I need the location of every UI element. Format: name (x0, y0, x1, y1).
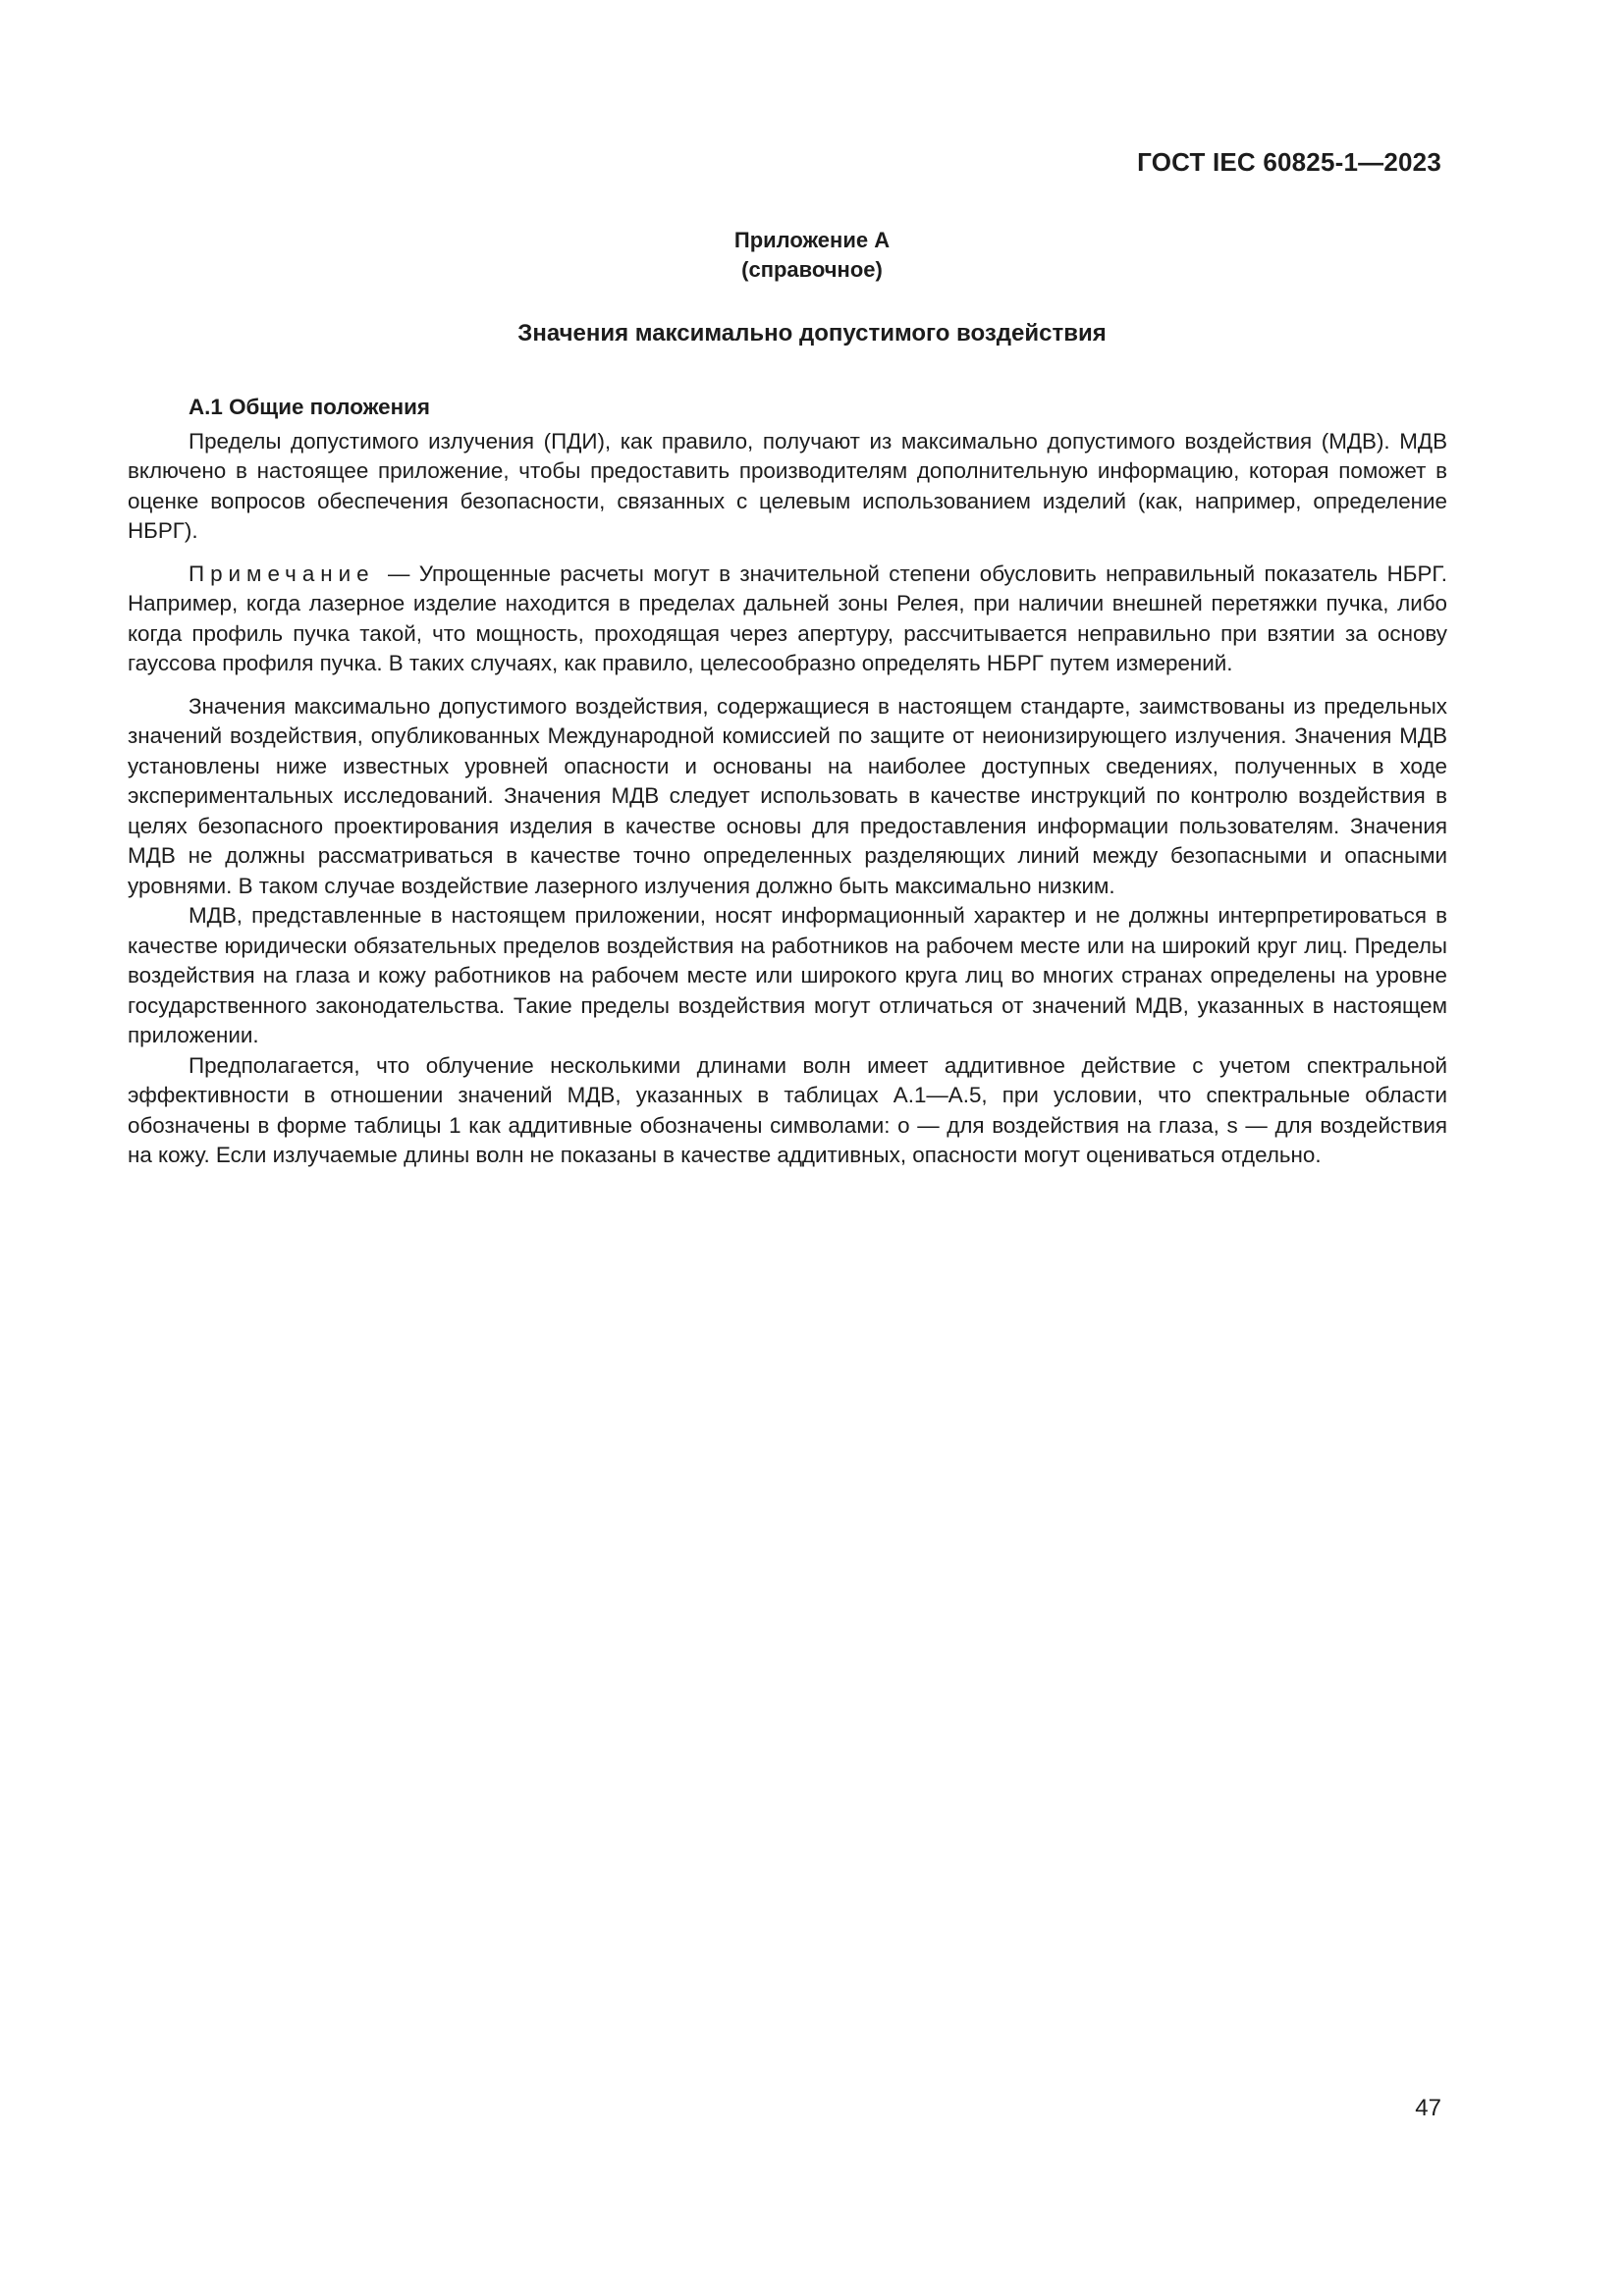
section-body (128, 393, 1447, 1171)
note-paragraph (128, 560, 1447, 679)
note-text: — Упрощенные расчеты могут в значительной степени обусловить неправильный показатель НБРГ. Например, когда лазерное изделие находится в пределах дальней зоны Релея, при наличии внешней перетяжки пучка, либо когда профиль пучка такой, что мощность, проходящая через апертуру, рассчитывается неправильно при взятии за основу гауссова профиля пучка. В таких случаях, как правило, целесообразно определять НБРГ путем измерений. (128, 561, 1447, 675)
paragraph-4: Предполагается, что облучение несколькими длинами волн имеет аддитивное действие с учетом спектральной эффективности в отношении значений МДВ, указанных в таблицах А.1—А.5, при условии, что спектральные области обозначены в форме таблицы 1 как аддитивные обозначены символами: о — для воздействия на глаза, s — для воздействия на кожу. Если излучаемые длины волн не показаны в качестве аддитивных, опасности могут оцениваться отдельно. (128, 1052, 1447, 1167)
note-label: Примечание (189, 561, 375, 586)
paragraph-1: Пределы допустимого излучения (ПДИ), как правило, получают из максимально допустимого воздействия (МДВ). МДВ включено в настоящее приложение, чтобы предоставить производителям дополнительную информацию, которая поможет в оценке вопросов обеспечения безопасности, связанных с целевым использованием изделий (как, например, определение НБРГ). (128, 428, 1447, 543)
page-number: 47 (1415, 2095, 1441, 2121)
annex-title: Значения максимально допустимого воздействия (517, 320, 1107, 347)
paragraph-3: МДВ, представленные в настоящем приложении, носят информационный характер и не должны интерпретироваться в качестве юридически обязательных пределов воздействия на работников на рабочем месте или на широкий круг лиц. Пределы воздействия на глаза и кожу работников на рабочем месте или широкого круга лиц во многих странах определены на уровне государственного законодательства. Такие пределы воздействия могут отличаться от значений МДВ, указанных в настоящем приложении. (128, 903, 1447, 1047)
annex-kind: (справочное) (741, 257, 883, 282)
section-heading: А.1 Общие положения (189, 395, 430, 419)
paragraph-2: Значения максимально допустимого воздействия, содержащиеся в настоящем стандарте, заимствованы из предельных значений воздействия, опубликованных Международной комиссией по защите от неионизирующего излучения. Значения МДВ установлены ниже известных уровней опасности и основаны на наиболее доступных сведениях, полученных в ходе экспериментальных исследований. Значения МДВ следует использовать в качестве инструкций по контролю воздействия в целях безопасного проектирования изделия в качестве основы для предоставления информации пользователям. Значения МДВ не должны рассматриваться в качестве точно определенных разделяющих линий между безопасными и опасными уровнями. В таком случае воздействие лазерного излучения должно быть максимально низким. (128, 693, 1447, 898)
document-code: ГОСТ IEC 60825-1—2023 (1137, 147, 1441, 177)
annex-header (0, 226, 1624, 285)
annex-label: Приложение А (733, 228, 891, 252)
